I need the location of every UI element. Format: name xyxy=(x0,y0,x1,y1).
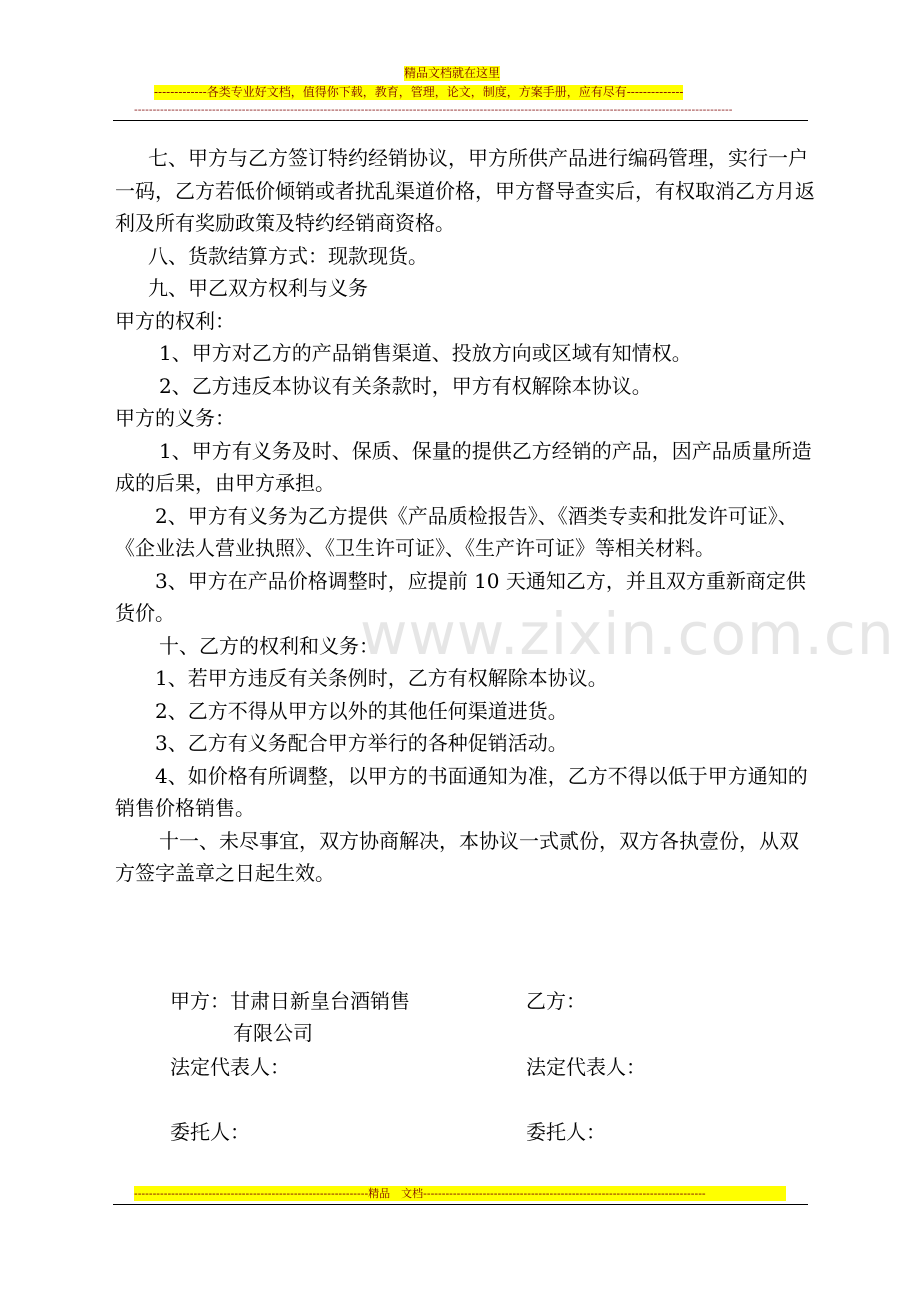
clause-8: 八、货款结算方式：现款现货。 xyxy=(148,243,428,268)
party-b-name: 乙方： xyxy=(526,989,586,1013)
header-title: 精品文档就在这里 xyxy=(404,66,501,80)
party-b-legal-rep: 法定代表人： xyxy=(526,1055,646,1079)
party-a-name-cont: 有限公司 xyxy=(233,1021,313,1045)
clause-7: 七、甲方与乙方签订特约经销协议，甲方所供产品进行编码管理，实行一户一码，乙方若低价倾销或者扰乱渠道价格，甲方督导查实后，有权取消乙方月返利及所有奖励政策及特约经销商资格。 xyxy=(115,146,815,235)
party-b-agent: 委托人： xyxy=(526,1120,606,1144)
clause-10: 十、乙方的权利和义务： xyxy=(159,633,379,658)
header-rule xyxy=(113,120,808,121)
party-a-right-1: 1、甲方对乙方的产品销售渠道、投放方向或区域有知情权。 xyxy=(159,341,692,365)
party-b-item-3: 3、乙方有义务配合甲方举行的各种促销活动。 xyxy=(155,731,568,755)
party-b-item-1: 1、若甲方违反有关条例时，乙方有权解除本协议。 xyxy=(155,666,608,690)
party-a-name: 甲方：甘肃日新皇台酒销售 xyxy=(170,989,410,1013)
clause-11: 十一、未尽事宜，双方协商解决，本协议一式贰份，双方各执壹份，从双方签字盖章之日起生效。 xyxy=(115,828,799,885)
party-a-duty-1: 1、甲方有义务及时、保质、保量的提供乙方经销的产品，因产品质量所造成的后果，由甲方承担。 xyxy=(115,438,812,495)
document-body xyxy=(115,142,815,890)
party-a-duty-2: 2、甲方有义务为乙方提供《产品质检报告》、《酒类专卖和批发许可证》、《企业法人营业执照》、《卫生许可证》、《生产许可证》等相关材料。 xyxy=(115,503,798,560)
header-dash-line: ----------------------------------------------------------------------------------------------------------------------------------------------------------------- xyxy=(134,104,733,116)
footer-banner: ---------------------------------------------------------------精品 文档---------------------------------------------------------------------------- xyxy=(134,1186,786,1201)
footer-rule xyxy=(113,1204,808,1205)
party-a-rights-heading: 甲方的权利： xyxy=(115,308,235,333)
party-b-item-4: 4、如价格有所调整，以甲方的书面通知为准，乙方不得以低于甲方通知的销售价格销售。 xyxy=(115,763,808,820)
party-b-item-2: 2、乙方不得从甲方以外的其他任何渠道进货。 xyxy=(155,698,568,723)
party-a-agent: 委托人： xyxy=(170,1120,250,1144)
party-a-legal-rep: 法定代表人： xyxy=(170,1055,290,1079)
header-subtitle: -------------各类专业好文档，值得你下载，教育，管理，论文，制度，方案手册，应有尽有-------------- xyxy=(154,85,684,99)
party-a-duties-heading: 甲方的义务： xyxy=(115,406,235,430)
clause-9: 九、甲乙双方权利与义务 xyxy=(148,276,368,300)
watermark: www.zixin.com.cn xyxy=(360,600,895,668)
party-a-duty-3: 3、甲方在产品价格调整时，应提前 10 天通知乙方，并且双方重新商定供货价。 xyxy=(115,568,806,625)
party-a-right-2: 2、乙方违反本协议有关条款时，甲方有权解除本协议。 xyxy=(159,373,652,398)
